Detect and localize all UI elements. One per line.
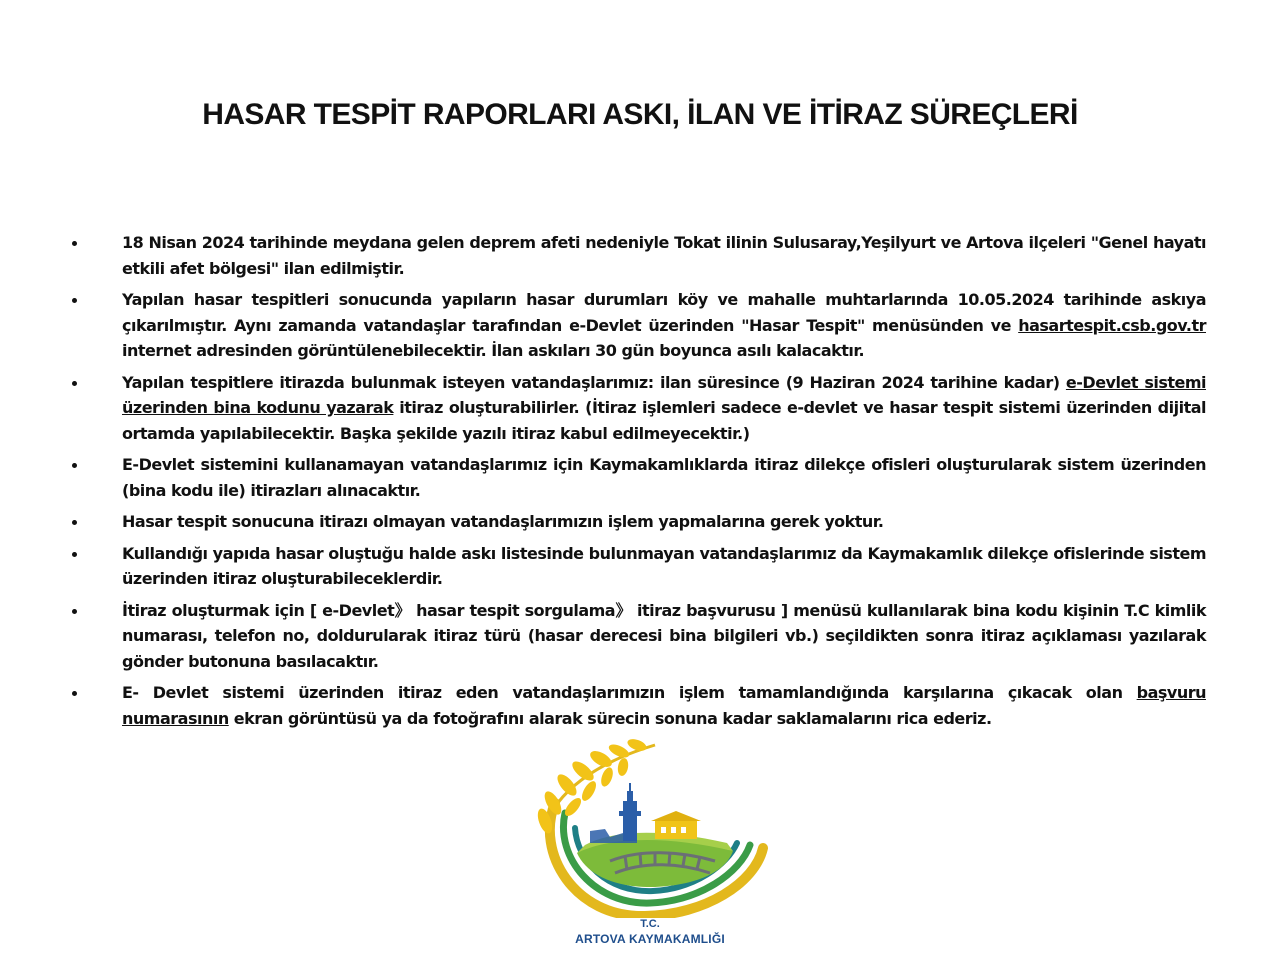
bullet-dot bbox=[72, 691, 77, 696]
underlined-text: hasartespit.csb.gov.tr bbox=[1018, 315, 1206, 335]
logo-tc-text: T.C. bbox=[640, 918, 660, 930]
bullet-text: Kullandığı yapıda hasar oluştuğu halde askı listesinde bulunmayan vatandaşlarımız da Kaymakamlık dilekçe ofislerinde sistem üzerinden itiraz oluşturabileceklerdir. bbox=[122, 543, 1206, 588]
bullet-list bbox=[72, 230, 1206, 737]
bullet-text: Yapılan tespitlere itirazda bulunmak isteyen vatandaşlarımız: ilan süresince (9 Haziran 2024 tarihine kadar) bbox=[122, 372, 1066, 392]
bullet-text: İtiraz oluşturmak için [ e-Devlet》 hasar tespit sorgulama》 itiraz başvurusu ] menüsü kullanılarak bina kodu kişinin T.C kimlik numarası, telefon no, doldurularak itiraz türü (hasar derecesi bina bilgileri vb.) seçildikten sonra itiraz açıklaması yazılarak gönder butonuna basılacaktır. bbox=[122, 600, 1206, 671]
bullet-item bbox=[72, 509, 1206, 535]
bullet-item bbox=[72, 452, 1206, 503]
bullet-item bbox=[72, 541, 1206, 592]
bullet-text: E-Devlet sistemini kullanamayan vatandaşlarımız için Kaymakamlıklarda itiraz dilekçe ofisleri oluşturularak sistem üzerinden (bina kodu ile) itirazları alınacaktır. bbox=[122, 455, 1206, 500]
page-title: HASAR TESPİT RAPORLARI ASKI, İLAN VE İTİRAZ SÜREÇLERİ bbox=[202, 98, 1078, 131]
bullet-dot bbox=[72, 298, 77, 303]
bullet-dot bbox=[72, 381, 77, 386]
underlined-text: e-Devlet sistemi üzerinden bina kodunu yazarak bbox=[122, 372, 1207, 417]
underlined-text: başvuru numarasının bbox=[122, 683, 1206, 728]
bullet-text: E- Devlet sistemi üzerinden itiraz eden vatandaşlarımızın işlem tamamlandığında karşılarına çıkacak olan bbox=[122, 683, 1137, 702]
bullet-item bbox=[72, 598, 1206, 675]
bullet-item bbox=[72, 680, 1206, 731]
logo-institution-name: ARTOVA KAYMAKAMLIĞI bbox=[575, 932, 725, 946]
bullet-text: itiraz oluşturabilirler. (İtiraz işlemleri sadece e-devlet ve hasar tespit sistemi üzerinden dijital ortamda yapılabilecektir. Başka şekilde yazılı itiraz kabul edilmeyecektir.) bbox=[122, 398, 1206, 443]
bullet-item bbox=[72, 370, 1206, 447]
bullet-text: Hasar tespit sonucuna itirazı olmayan vatandaşlarımızın işlem yapmalarına gerek yoktur. bbox=[122, 512, 884, 531]
bullet-text: internet adresinden görüntülenebilecektir. İlan askıları 30 gün boyunca asılı kalacaktır. bbox=[122, 341, 865, 360]
bullet-text: Yapılan hasar tespitleri sonucunda yapıların hasar durumları köy ve mahalle muhtarlarında 10.05.2024 tarihinde askıya çıkarılmıştır. Aynı zamanda vatandaşlar tarafından e-Devlet üzerinden "Hasar Tespit" menüsünden ve bbox=[122, 290, 1206, 335]
bullet-text: 18 Nisan 2024 tarihinde meydana gelen deprem afeti nedeniyle Tokat ilinin Sulusaray,Yeşilyurt ve Artova ilçeleri "Genel hayatı etkili afet bölgesi" ilan edilmiştir. bbox=[122, 233, 1206, 278]
bullet-dot bbox=[72, 241, 77, 246]
bullet-dot bbox=[72, 463, 77, 468]
bullet-item bbox=[72, 230, 1206, 281]
institution-logo bbox=[515, 733, 775, 948]
bullet-dot bbox=[72, 520, 77, 525]
bullet-text: ekran görüntüsü ya da fotoğrafını alarak sürecin sonuna kadar saklamalarını rica ederiz. bbox=[228, 708, 992, 728]
artova-kaymakamligi-emblem-icon bbox=[515, 733, 775, 918]
bullet-item bbox=[72, 287, 1206, 364]
bullet-dot bbox=[72, 552, 77, 557]
bullet-dot bbox=[72, 609, 77, 614]
